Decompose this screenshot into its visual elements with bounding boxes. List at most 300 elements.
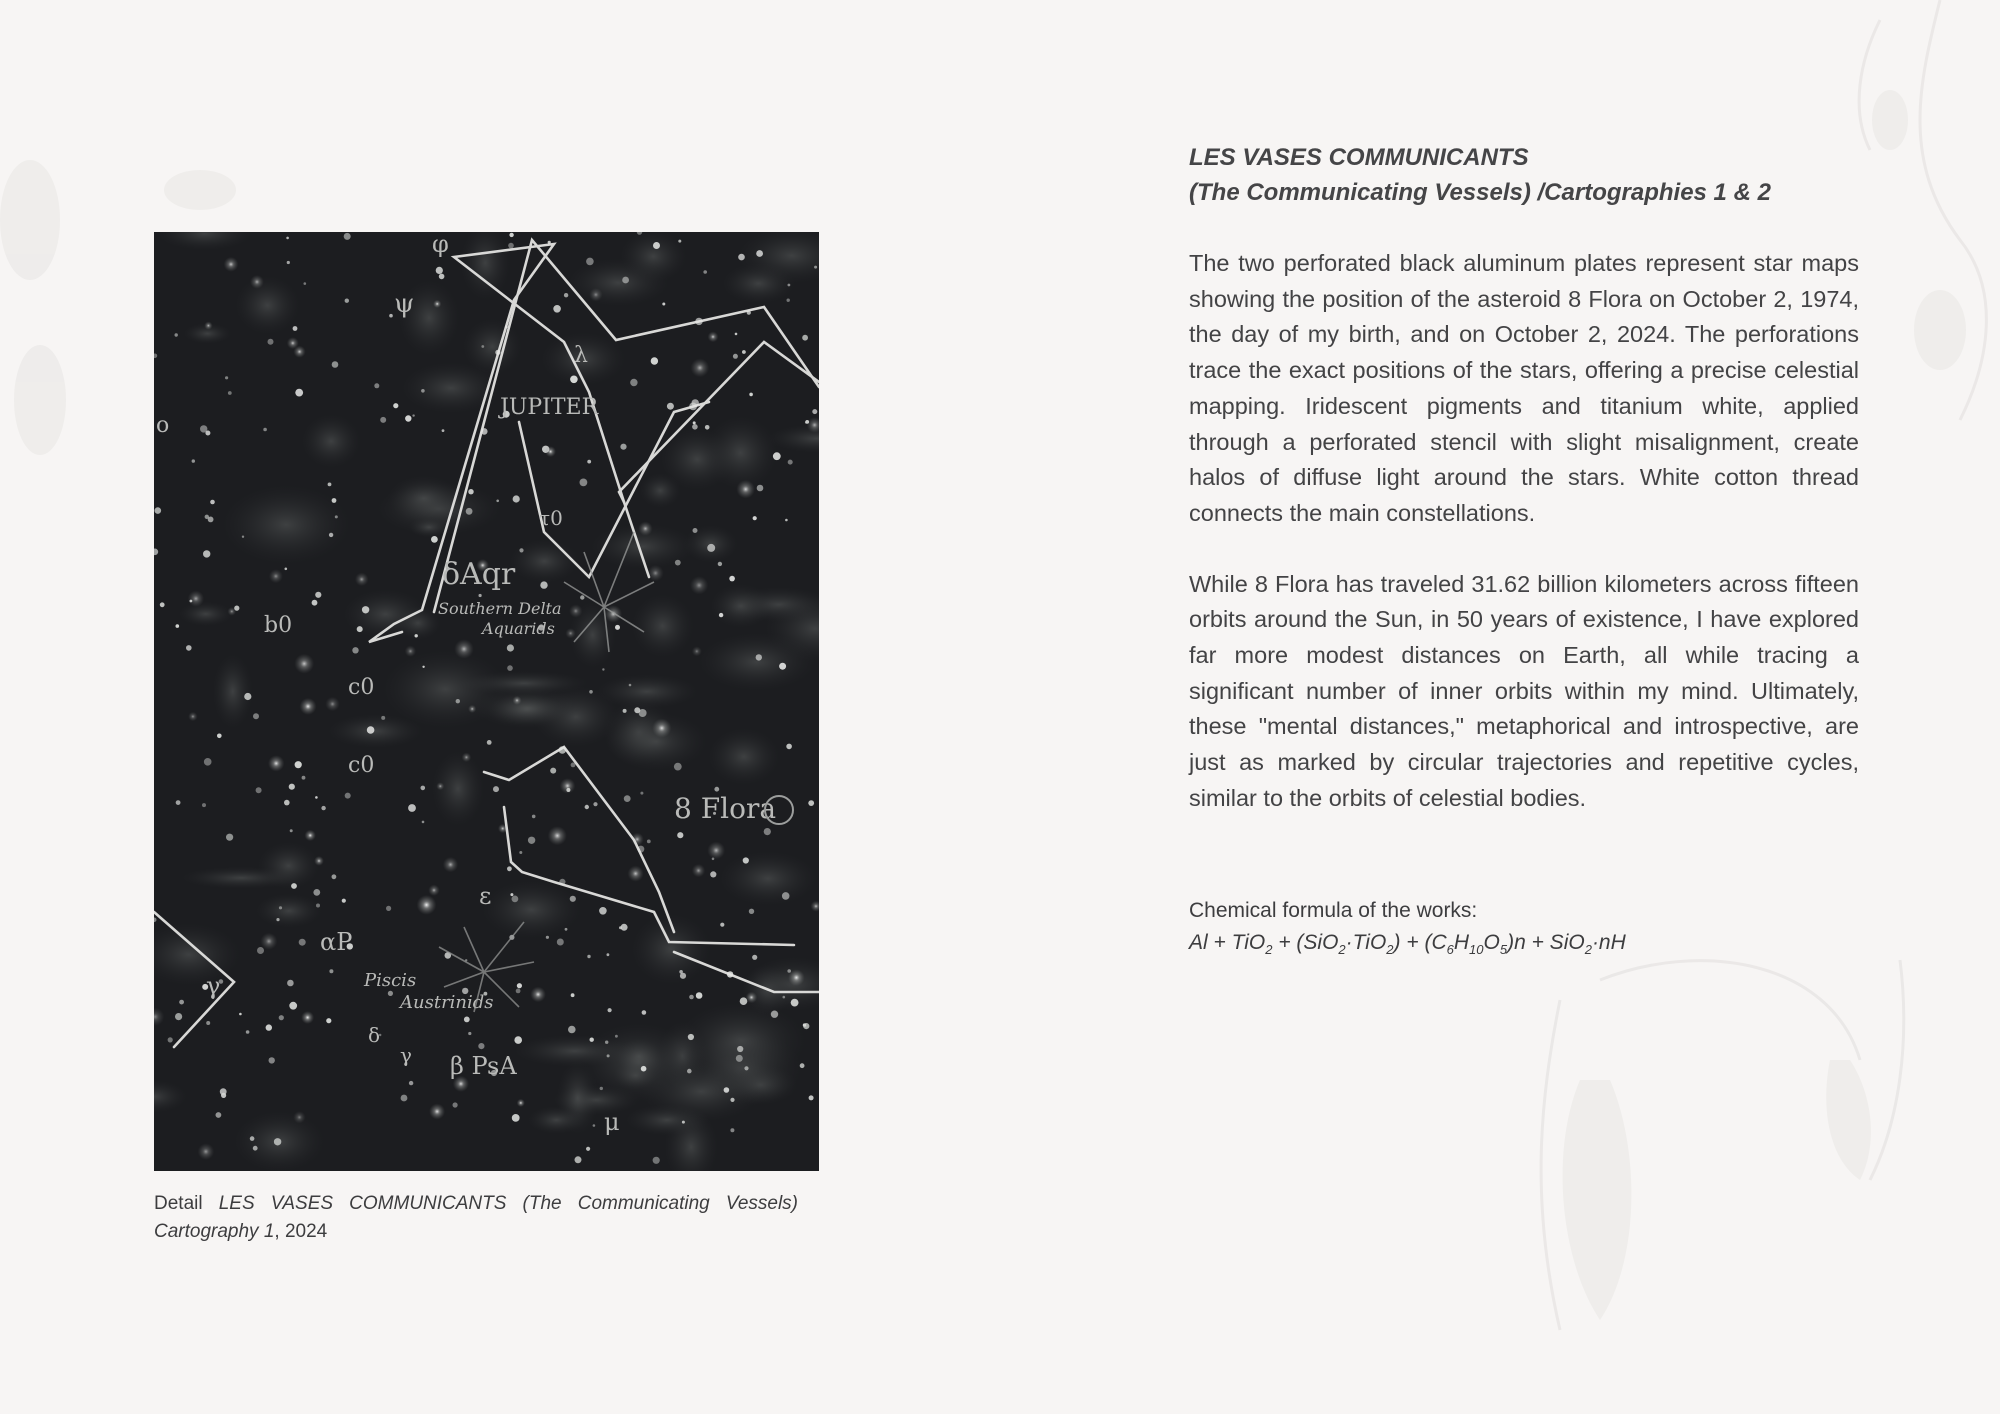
star-perforation [453, 1102, 458, 1107]
star-perforation [589, 288, 602, 301]
star-perforation [332, 498, 337, 503]
star-perforation [442, 429, 445, 432]
star-perforation [599, 907, 607, 915]
star-perforation [186, 645, 192, 651]
star-perforation [564, 293, 568, 297]
star-perforation [422, 821, 425, 824]
star-perforation [409, 1081, 413, 1085]
star-perforation [417, 895, 437, 915]
star-perforation [607, 953, 610, 956]
star-perforation [355, 573, 369, 587]
star-perforation [204, 758, 212, 766]
star-perforation [221, 1093, 226, 1098]
star-perforation [431, 536, 438, 543]
star-perforation [200, 425, 207, 432]
formula-subscript: 2 [1338, 941, 1346, 957]
star-perforation [175, 333, 178, 336]
star-perforation [226, 834, 233, 841]
formula-part: ) + (C [1393, 930, 1447, 954]
formula-subscript: 6 [1446, 941, 1454, 957]
star-perforation [517, 1099, 525, 1107]
star-perforation [569, 604, 582, 617]
star-perforation [548, 826, 567, 845]
star-perforation [642, 1010, 647, 1015]
star-perforation [586, 1147, 590, 1151]
star-perforation [380, 417, 386, 423]
pigment-halo [640, 473, 681, 508]
star-perforation [345, 299, 349, 303]
star-perforation [786, 744, 792, 750]
star-perforation [507, 665, 513, 671]
star-perforation [269, 1057, 275, 1063]
star-perforation [217, 734, 222, 739]
star-perforation [553, 305, 561, 313]
artwork-caption [154, 1190, 798, 1246]
pigment-halo [256, 894, 322, 928]
pigment-halo [382, 650, 508, 729]
star-perforation [468, 1032, 471, 1035]
star-perforation [615, 1035, 618, 1038]
star-perforation [436, 267, 443, 274]
star-perforation [545, 446, 556, 457]
star-perforation [289, 1002, 297, 1010]
star-perforation [316, 904, 320, 908]
star-perforation [493, 786, 499, 792]
star-perforation [517, 983, 522, 988]
star-perforation [679, 970, 683, 974]
star-perforation [487, 740, 492, 745]
star-perforation [295, 761, 302, 768]
star-perforation [509, 233, 513, 237]
star-perforation [714, 787, 719, 792]
star-perforation [580, 595, 584, 599]
star-perforation [253, 1146, 258, 1151]
star-perforation [479, 594, 482, 597]
star-perforation [374, 383, 379, 388]
star-perforation [468, 489, 473, 494]
star-perforation [179, 1000, 184, 1005]
star-perforation [638, 521, 652, 535]
star-perforation [651, 357, 658, 364]
label-8-flora: 8 Flora [674, 792, 777, 825]
star-perforation [787, 299, 790, 302]
star-perforation [242, 536, 244, 538]
label-phi: φ [432, 232, 449, 258]
star-perforation [329, 533, 333, 537]
pigment-halo [528, 1106, 585, 1134]
star-perforation [757, 485, 764, 492]
star-perforation [256, 787, 262, 793]
star-perforation [519, 548, 523, 552]
star-perforation [225, 376, 228, 379]
star-perforation [620, 444, 626, 450]
star-perforation [160, 602, 165, 607]
star-perforation [720, 923, 724, 927]
star-perforation [290, 829, 293, 832]
star-perforation [332, 361, 339, 368]
star-perforation [266, 1024, 272, 1030]
star-perforation [268, 339, 274, 345]
label-southern-delta: Southern Delta [438, 599, 562, 618]
star-perforation [690, 576, 708, 594]
star-perforation [415, 634, 418, 637]
star-perforation [742, 350, 746, 354]
star-perforation [401, 1095, 408, 1102]
formula-part: Al + TiO [1189, 930, 1266, 954]
star-perforation [718, 562, 722, 566]
star-perforation [510, 893, 513, 896]
text-column [1189, 140, 1859, 959]
star-perforation [433, 300, 441, 308]
star-perforation [293, 1111, 305, 1123]
formula-subscript: 2 [1265, 941, 1273, 957]
star-perforation [244, 693, 251, 700]
star-perforation [608, 1008, 612, 1012]
caption-prefix: Detail [154, 1193, 219, 1214]
star-perforation [428, 885, 439, 896]
star-perforation [478, 1043, 484, 1049]
star-perforation [168, 1037, 173, 1042]
star-perforation [253, 713, 259, 719]
pigment-halo [596, 674, 698, 708]
star-perforation [743, 857, 749, 863]
star-perforation [362, 606, 369, 613]
star-perforation [206, 1021, 210, 1025]
star-perforation [593, 802, 597, 806]
star-perforation [590, 1038, 594, 1042]
star-perforation [175, 1013, 182, 1020]
label-tau: τ0 [539, 506, 563, 530]
star-perforation [707, 544, 715, 552]
star-perforation [814, 266, 817, 269]
star-perforation [662, 303, 665, 306]
star-perforation [600, 1087, 603, 1090]
star-perforation [204, 321, 212, 329]
star-perforation [388, 991, 393, 996]
star-perforation [287, 980, 294, 987]
star-perforation [389, 314, 393, 318]
star-perforation [408, 804, 416, 812]
caption-year: , 2024 [274, 1221, 328, 1242]
artwork-image [154, 232, 819, 1171]
star-perforation [585, 805, 589, 809]
star-perforation [301, 1011, 314, 1024]
star-perforation [802, 335, 808, 341]
formula-part: + (SiO [1272, 930, 1339, 954]
star-perforation [692, 864, 705, 877]
work-title-line2: (The Communicating Vessels) /Cartographies 1 & 2 [1189, 179, 1771, 206]
formula-subscript: 2 [1386, 941, 1394, 957]
star-perforation [680, 973, 686, 979]
formula-part: H [1453, 930, 1470, 954]
star-perforation [692, 646, 702, 656]
star-perforation [677, 832, 683, 838]
star-perforation [299, 939, 306, 946]
star-perforation [443, 857, 458, 872]
star-perforation [332, 874, 337, 879]
star-perforation [689, 995, 694, 1000]
star-perforation [508, 243, 514, 249]
label-lambda: λ [574, 343, 588, 368]
star-perforation [682, 1121, 685, 1124]
star-perforation [257, 947, 264, 954]
star-perforation [269, 569, 283, 583]
star-perforation [512, 696, 521, 705]
label-mu: μ [604, 1108, 620, 1136]
star-perforation [678, 240, 681, 243]
star-perforation [621, 924, 628, 931]
label-epsilon: ε [479, 882, 492, 910]
star-perforation [412, 414, 414, 416]
label-gamma-small: γ [400, 1043, 412, 1067]
star-perforation [530, 987, 546, 1003]
star-perforation [605, 1041, 608, 1044]
label-aquarids: Aquarids [482, 619, 555, 638]
star-perforation [602, 668, 604, 670]
star-perforation [560, 778, 576, 794]
star-perforation [570, 376, 578, 384]
star-perforation [436, 782, 444, 790]
star-perforation [803, 1023, 806, 1026]
star-perforation [405, 646, 416, 657]
star-perforation [733, 354, 738, 359]
star-perforation [730, 1128, 734, 1132]
star-perforation [753, 516, 757, 520]
star-perforation [344, 233, 351, 240]
star-perforation [507, 866, 512, 871]
star-perforation [329, 969, 333, 973]
star-perforation [345, 793, 351, 799]
star-perforation [342, 899, 346, 903]
star-perforation [630, 379, 637, 386]
star-perforation [623, 709, 627, 713]
star-perforation [693, 528, 698, 533]
description-paragraph-1: The two perforated black aluminum plates represent star maps showing the position of the asteroid 8 Flora on October 2, 1974, the day of my birth, and on October 2, 2024. The perforations trace the exact positions of the stars, offering a precise celestial mapping. Iridescent pigments and titanium white, applied through a perforated stencil with slight misalignment, create halos of diffuse light around the stars. White cotton thread connects the main constellations. [1189, 250, 1859, 526]
star-perforation [234, 606, 239, 611]
star-perforation [808, 800, 814, 806]
star-perforation [571, 993, 575, 997]
star-perforation [622, 277, 629, 284]
star-perforation [587, 955, 590, 958]
chemical-formula-block [1189, 895, 1859, 959]
star-perforation [729, 576, 735, 582]
star-perforation [667, 403, 674, 410]
label-beta-psa: β PsA [450, 1052, 517, 1080]
star-perforation [313, 889, 320, 896]
star-perforation [532, 815, 536, 819]
pigment-halo [719, 851, 817, 906]
star-perforation [284, 800, 290, 806]
star-perforation [155, 507, 162, 514]
star-perforation [782, 892, 790, 900]
star-perforation [466, 508, 473, 515]
star-perforation [312, 600, 318, 606]
star-perforation [224, 257, 239, 272]
star-perforation [785, 519, 788, 522]
label-austrinids: Austrinids [400, 992, 494, 1013]
star-perforation [783, 996, 786, 999]
label-omicron: o [156, 413, 170, 438]
star-perforation [188, 712, 197, 721]
star-perforation [607, 1054, 610, 1057]
star-perforation [719, 613, 723, 617]
star-perforation [586, 258, 594, 266]
star-perforation [516, 989, 521, 994]
star-perforation [335, 515, 338, 518]
work-title-line1: LES VASES COMMUNICANTS [1189, 144, 1529, 171]
star-perforation [393, 403, 398, 408]
star-perforation [325, 697, 339, 711]
star-perforation [528, 837, 535, 844]
star-perforation [712, 858, 715, 861]
star-perforation [289, 784, 295, 790]
description-paragraph-2: While 8 Flora has traveled 31.62 billion kilometers across fifteen orbits around the Sun, in 50 years of existence, I have explored far more modest distances on Earth, all while tracing a significant number of inner orbits within my mind. Ultimately, these "mental distances," metaphorical and introspective, are just as marked by circular trajectories and repetitive cycles, similar to the orbits of celestial bodies. [1189, 570, 1859, 811]
pigment-halo [409, 517, 449, 537]
label-psi: ψ [394, 289, 415, 319]
star-perforation [691, 358, 710, 377]
star-perforation [305, 830, 316, 841]
star-perforation [321, 806, 325, 810]
formula-subscript: 10 [1469, 941, 1484, 957]
star-perforation [513, 495, 520, 502]
star-perforation [752, 955, 757, 960]
star-perforation [205, 515, 209, 519]
star-perforation [771, 1011, 778, 1018]
star-perforation [315, 592, 321, 598]
star-perforation [279, 906, 282, 909]
star-perforation [228, 391, 232, 395]
label-delta-small: δ [368, 1023, 381, 1047]
pigment-halo [463, 319, 522, 375]
star-perforation [464, 1017, 470, 1023]
star-perforation [285, 568, 288, 571]
star-perforation [328, 483, 332, 487]
star-perforation [738, 254, 745, 261]
star-perforation [381, 716, 385, 720]
star-perforation [216, 1112, 222, 1118]
star-perforation [550, 768, 556, 774]
star-perforation [724, 1087, 730, 1093]
star-perforation [693, 421, 696, 424]
star-perforation [176, 624, 180, 628]
star-perforation [293, 346, 305, 358]
star-perforation [687, 1069, 692, 1074]
label-c0-lower: c0 [348, 753, 375, 778]
star-perforation [176, 800, 181, 805]
star-perforation [575, 1156, 582, 1163]
star-perforation [192, 459, 195, 462]
star-perforation [421, 786, 426, 791]
label-delta-aqr: δAqr [442, 557, 516, 592]
star-perforation [708, 331, 719, 342]
caption-title: LES VASES COMMUNICANTS (The Communicating Vessels) Cartography 1 [154, 1193, 799, 1242]
label-gamma-left: γ [206, 972, 221, 1000]
star-perforation [326, 1018, 331, 1023]
pigment-halo [509, 540, 579, 583]
star-perforation [565, 628, 575, 638]
star-perforation [707, 842, 725, 860]
star-perforation [809, 1095, 814, 1100]
chemical-formula [1189, 927, 1859, 959]
star-perforation [496, 500, 499, 503]
star-perforation [628, 866, 644, 882]
pigment-halo [235, 276, 300, 335]
star-perforation [674, 763, 682, 771]
star-perforation [736, 1055, 743, 1062]
star-perforation [429, 1104, 445, 1120]
star-perforation [439, 274, 445, 280]
star-perforation [629, 684, 632, 687]
star-perforation [405, 415, 411, 421]
pigment-halo [581, 1023, 697, 1102]
star-perforation [730, 1098, 734, 1102]
star-perforation [788, 969, 805, 986]
star-perforation [593, 1124, 596, 1127]
pigment-halo [704, 416, 778, 490]
star-perforation [688, 1034, 694, 1040]
star-perforation [788, 284, 791, 287]
star-perforation [514, 1036, 522, 1044]
star-perforation [812, 409, 817, 414]
star-perforation [422, 666, 424, 668]
formula-subscript: 5 [1499, 941, 1508, 957]
star-perforation [580, 479, 588, 487]
pigment-halo [222, 485, 351, 565]
star-perforation [507, 644, 514, 651]
label-piscis: Piscis [364, 970, 417, 991]
star-perforation [357, 626, 363, 632]
star-perforation [188, 590, 204, 606]
star-perforation [462, 753, 472, 763]
star-perforation [652, 719, 671, 738]
label-alpha-p: αP [320, 928, 353, 956]
star-perforation [468, 705, 476, 713]
star-perforation [736, 480, 755, 499]
star-perforation [294, 654, 314, 674]
star-perforation [202, 803, 206, 807]
label-b0: b0 [264, 613, 293, 638]
star-perforation [737, 1046, 743, 1052]
formula-part: ·TiO [1345, 930, 1387, 954]
star-perforation [640, 792, 643, 795]
star-perforation [756, 654, 762, 660]
star-perforation [386, 906, 391, 911]
star-perforation [587, 460, 591, 464]
label-c0-upper: c0 [348, 675, 375, 700]
star-perforation [696, 992, 703, 999]
pigment-halo [213, 654, 253, 729]
star-perforation [198, 1143, 215, 1160]
star-perforation [304, 282, 307, 285]
star-perforation [615, 625, 620, 630]
work-title [1189, 140, 1859, 210]
star-perforation [279, 1015, 284, 1020]
star-perforation [300, 698, 317, 715]
pigment-halo [708, 728, 780, 785]
star-perforation [512, 1114, 520, 1122]
star-perforation [744, 1066, 748, 1070]
star-perforation [456, 699, 460, 703]
formula-subscript: 2 [1584, 941, 1592, 957]
star-perforation [800, 1063, 805, 1068]
star-perforation [314, 856, 324, 866]
star-perforation [773, 452, 781, 460]
star-perforation [295, 389, 303, 397]
star-perforation [481, 345, 484, 348]
star-perforation [710, 871, 716, 877]
pigment-halo [631, 594, 693, 658]
star-perforation [512, 896, 519, 903]
